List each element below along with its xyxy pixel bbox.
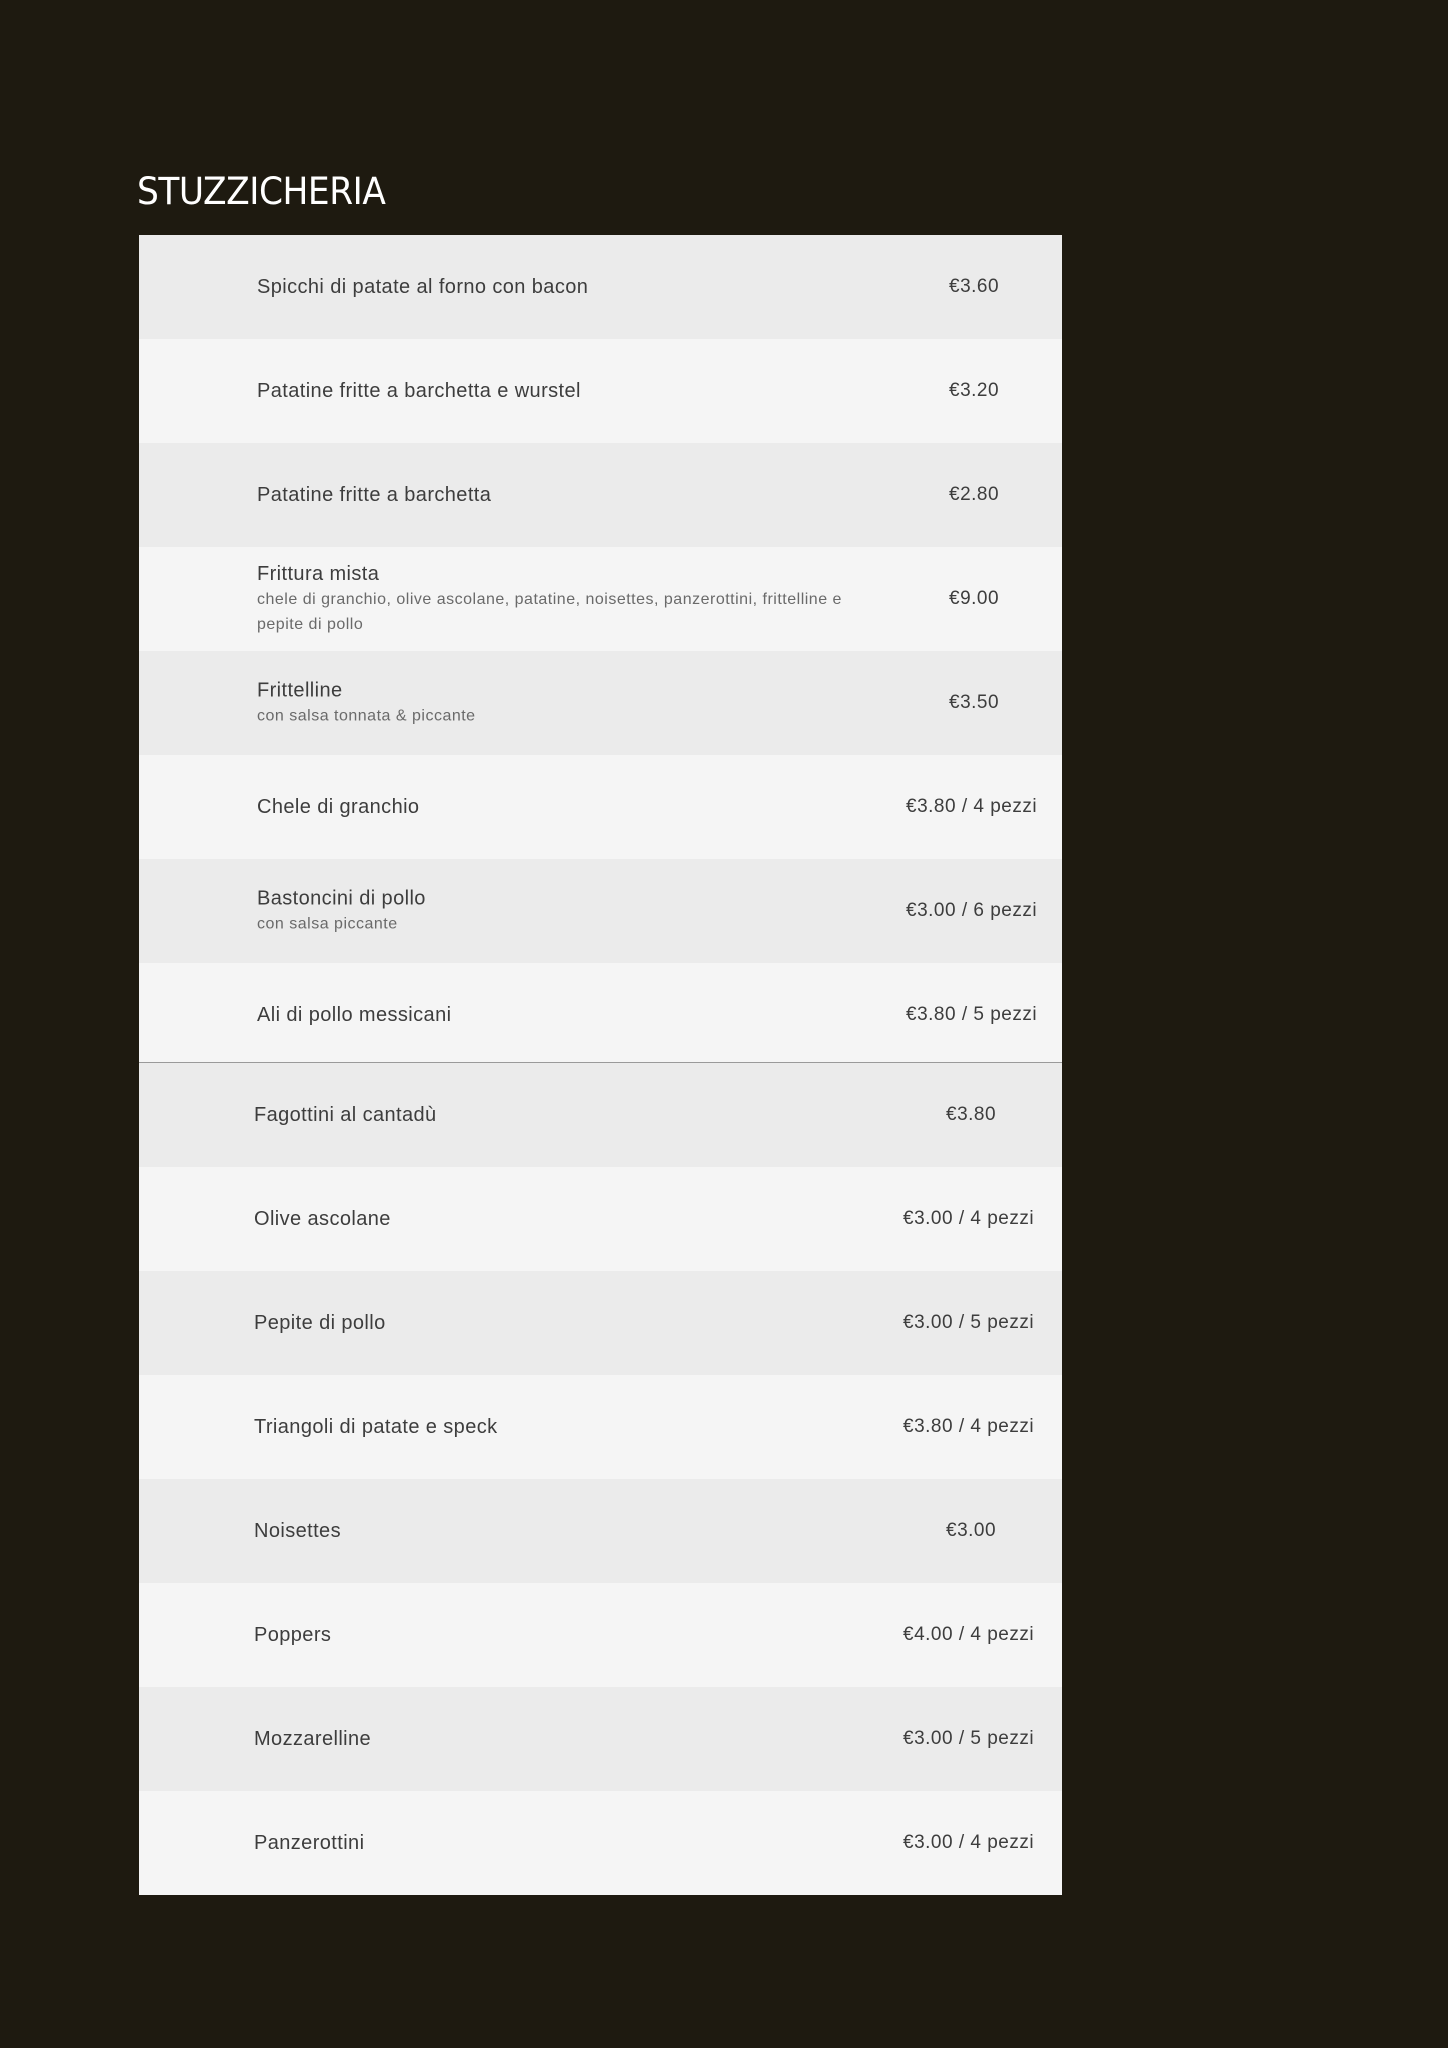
menu-item-text bbox=[257, 274, 857, 300]
menu-card bbox=[139, 235, 1062, 1890]
menu-item-price: €2.80 bbox=[949, 484, 1000, 505]
menu-item-price: €3.80 bbox=[946, 1104, 997, 1125]
menu-item-row bbox=[139, 859, 1062, 963]
menu-item-row bbox=[139, 1687, 1062, 1791]
section-title: STUZZICHERIA bbox=[137, 170, 386, 213]
menu-item-price: €3.60 bbox=[949, 276, 1000, 297]
menu-item-row bbox=[139, 963, 1062, 1067]
menu-item-name: Patatine fritte a barchetta bbox=[257, 484, 492, 506]
menu-item-name: Pepite di pollo bbox=[254, 1312, 386, 1334]
menu-item-text bbox=[254, 1310, 854, 1336]
menu-item-price: €9.00 bbox=[949, 588, 1000, 609]
menu-item-text bbox=[257, 886, 857, 937]
menu-item-row bbox=[139, 235, 1062, 339]
menu-item-row bbox=[139, 1271, 1062, 1375]
menu-item-price: €3.00 bbox=[946, 1520, 997, 1541]
menu-item-name: Bastoncini di pollo bbox=[257, 887, 426, 910]
menu-item-text bbox=[254, 1726, 854, 1752]
menu-item-row bbox=[139, 1063, 1062, 1167]
menu-item-price: €3.00 / 4 pezzi bbox=[903, 1832, 1035, 1853]
menu-item-name: Poppers bbox=[254, 1624, 332, 1646]
menu-item-description: con salsa tonnata & piccante bbox=[257, 707, 476, 725]
menu-item-price: €3.00 / 5 pezzi bbox=[903, 1312, 1035, 1333]
menu-item-name: Mozzarelline bbox=[254, 1728, 372, 1750]
menu-item-price: €3.00 / 4 pezzi bbox=[903, 1208, 1035, 1229]
menu-item-row bbox=[139, 1791, 1062, 1895]
menu-item-name: Panzerottini bbox=[254, 1832, 365, 1854]
menu-item-text bbox=[254, 1102, 854, 1128]
menu-item-text bbox=[257, 482, 857, 508]
menu-item-name: Frittelline bbox=[257, 679, 343, 702]
menu-item-name: Patatine fritte a barchetta e wurstel bbox=[257, 380, 581, 402]
menu-item-price: €3.00 / 5 pezzi bbox=[903, 1728, 1035, 1749]
menu-item-price: €3.00 / 6 pezzi bbox=[906, 900, 1038, 921]
menu-item-name: Ali di pollo messicani bbox=[257, 1004, 452, 1026]
menu-item-text bbox=[254, 1414, 854, 1440]
menu-item-description: chele di granchio, olive ascolane, patatine, noisettes, panzerottini, frittelline e pepite di pollo bbox=[257, 591, 842, 633]
menu-group-2 bbox=[139, 1062, 1062, 1890]
menu-group-1 bbox=[139, 235, 1062, 1062]
menu-item-name: Noisettes bbox=[254, 1520, 341, 1542]
menu-item-text bbox=[257, 378, 857, 404]
menu-item-text bbox=[254, 1206, 854, 1232]
menu-item-text bbox=[254, 1830, 854, 1856]
menu-item-price: €3.80 / 4 pezzi bbox=[906, 796, 1038, 817]
menu-item-row bbox=[139, 1583, 1062, 1687]
menu-item-name: Olive ascolane bbox=[254, 1208, 391, 1230]
menu-item-row bbox=[139, 755, 1062, 859]
menu-item-price: €4.00 / 4 pezzi bbox=[903, 1624, 1035, 1645]
menu-item-text bbox=[254, 1518, 854, 1544]
menu-item-row bbox=[139, 651, 1062, 755]
menu-item-price: €3.80 / 5 pezzi bbox=[906, 1004, 1038, 1025]
menu-item-text bbox=[257, 678, 857, 729]
menu-item-price: €3.80 / 4 pezzi bbox=[903, 1416, 1035, 1437]
menu-item-description: con salsa piccante bbox=[257, 915, 398, 933]
menu-item-text bbox=[257, 1002, 857, 1028]
menu-item-name: Triangoli di patate e speck bbox=[254, 1416, 498, 1438]
menu-item-row bbox=[139, 1375, 1062, 1479]
menu-item-name: Spicchi di patate al forno con bacon bbox=[257, 276, 589, 298]
menu-item-row bbox=[139, 443, 1062, 547]
menu-item-text bbox=[254, 1622, 854, 1648]
menu-item-price: €3.20 bbox=[949, 380, 1000, 401]
menu-item-row bbox=[139, 547, 1062, 651]
menu-item-text bbox=[257, 794, 857, 820]
menu-item-row bbox=[139, 1479, 1062, 1583]
menu-item-row bbox=[139, 339, 1062, 443]
menu-item-price: €3.50 bbox=[949, 692, 1000, 713]
menu-item-name: Fagottini al cantadù bbox=[254, 1104, 437, 1126]
menu-item-row bbox=[139, 1167, 1062, 1271]
menu-item-name: Frittura mista bbox=[257, 563, 380, 585]
menu-item-text bbox=[257, 561, 857, 637]
menu-item-name: Chele di granchio bbox=[257, 796, 420, 818]
